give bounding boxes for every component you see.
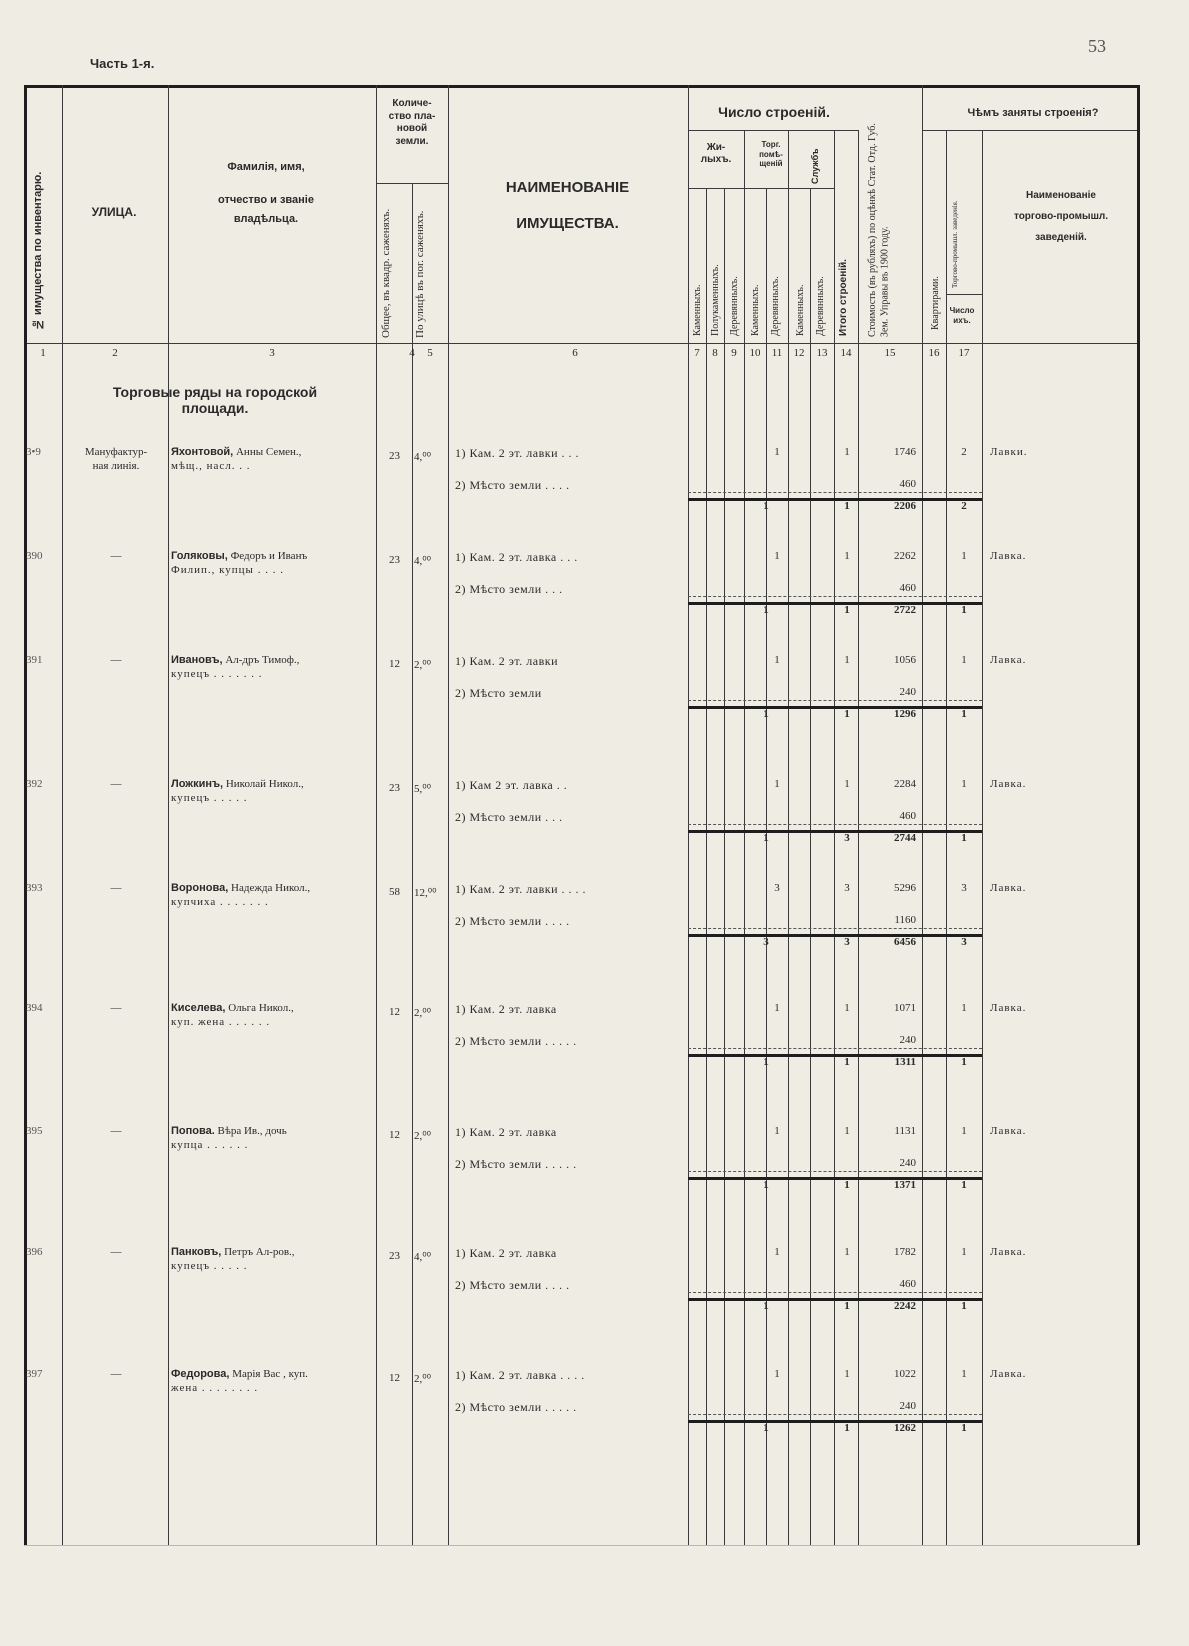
entry-item-building: 1) Кам. 2 эт. лавка xyxy=(455,1002,557,1016)
entry-dash-line xyxy=(688,1414,982,1416)
header-estab-line3: заведеній. xyxy=(1035,232,1087,243)
entry-total-buildings: 1 xyxy=(844,550,850,562)
entry-frontage: 12,⁰⁰ xyxy=(414,887,437,899)
entry-owner-rest: Петръ Ал-ров., xyxy=(221,1246,295,1258)
entry-cost-building: 5296 xyxy=(894,882,916,894)
entry-stone-trade: 1 xyxy=(774,1246,780,1258)
entry-total-stone-trade: 1 xyxy=(763,500,769,512)
entry-owner-surname: Панковъ, xyxy=(171,1246,222,1258)
header-count-line1: Число xyxy=(949,306,975,315)
header-owner-line2: отчество и званіе xyxy=(218,193,314,206)
column-rule-8 xyxy=(724,188,725,1545)
header-trade-estab: Торгово-промышл. заведенія. xyxy=(951,200,959,288)
header-rule-2 xyxy=(688,188,834,189)
entry-inventory-no: 391 xyxy=(26,654,43,666)
entry-item-building: 1) Кам. 2 эт. лавки xyxy=(455,654,558,668)
entry-owner-surname: Ивановъ, xyxy=(171,654,223,666)
column-number: 9 xyxy=(731,347,737,359)
entry-dash-line xyxy=(688,596,982,598)
entry-owner-surname: Голяковы, xyxy=(171,550,228,562)
header-apartments: Квартирами. xyxy=(930,276,941,330)
entry-owner-surname: Яхонтовой, xyxy=(171,446,234,458)
header-property-name xyxy=(455,178,680,235)
entry-total-line xyxy=(688,1054,982,1057)
header-trade-line1: Торг. xyxy=(761,140,781,149)
entry-frontage: 2,⁰⁰ xyxy=(414,1373,432,1385)
entry-street-line2: ная линія. xyxy=(92,460,140,472)
column-number: 11 xyxy=(771,347,783,359)
column-rule-7 xyxy=(706,188,707,1545)
entry-owner-line2: куп. жена . . . . . . xyxy=(171,1016,271,1028)
entry-total-cost: 2206 xyxy=(894,500,916,512)
header-count-of xyxy=(945,306,979,325)
entry-total-estab: 1 xyxy=(961,832,967,844)
entry-frontage: 2,⁰⁰ xyxy=(414,659,432,671)
entry-stone-trade: 1 xyxy=(774,1125,780,1137)
entry-item-land: 2) Мѣсто земли . . . . xyxy=(455,1278,570,1292)
header-residential-line2: лыхъ. xyxy=(700,154,732,165)
entry-owner-line2: купца . . . . . . xyxy=(171,1139,249,1151)
entry-total-line xyxy=(688,1177,982,1180)
entry-cost-building: 1746 xyxy=(894,446,916,458)
entry-total-cost: 1311 xyxy=(894,1056,916,1068)
column-rule-17 xyxy=(982,130,983,1545)
column-rule-12 xyxy=(810,188,811,1545)
column-rule-2 xyxy=(168,85,169,1545)
entry-owner xyxy=(171,1246,376,1258)
entry-frontage: 4,⁰⁰ xyxy=(414,1251,432,1263)
entry-total-count: 1 xyxy=(844,604,850,616)
entry-total-estab: 2 xyxy=(961,500,967,512)
entry-area: 23 xyxy=(389,782,400,794)
entry-estab-name: Лавка. xyxy=(990,1125,1027,1137)
header-total-buildings: Итого строеній. xyxy=(838,259,849,336)
header-area: Общее, въ квадр. саженяхъ. xyxy=(380,208,392,338)
header-c13: Деревянныхъ. xyxy=(815,276,826,336)
entry-estab-count: 2 xyxy=(961,446,967,458)
entry-cost-building: 1131 xyxy=(894,1125,916,1137)
entry-total-stone-trade: 1 xyxy=(763,832,769,844)
entry-item-land: 2) Мѣсто земли . . . xyxy=(455,810,563,824)
entry-total-estab: 1 xyxy=(961,604,967,616)
entry-stone-trade: 1 xyxy=(774,654,780,666)
header-service: Службъ xyxy=(810,148,820,184)
column-number: 5 xyxy=(427,347,433,359)
entry-area: 23 xyxy=(389,554,400,566)
entry-total-line xyxy=(688,830,982,833)
header-street: УЛИЦА. xyxy=(91,205,137,219)
entry-total-buildings: 1 xyxy=(844,1368,850,1380)
entry-street: — xyxy=(110,1246,122,1258)
header-cost: Стоимость (въ рубляхъ) по оцѣнкѣ Стат. Отд. Губ. Зем. Управы въ 1900 году. xyxy=(867,123,891,337)
entry-cost-land: 1160 xyxy=(894,914,916,926)
entry-total-cost: 2744 xyxy=(894,832,916,844)
column-number: 16 xyxy=(928,347,940,359)
entry-street: — xyxy=(110,778,122,790)
entry-cost-building: 1022 xyxy=(894,1368,916,1380)
entry-item-building: 1) Кам 2 эт. лавка . . xyxy=(455,778,568,792)
entry-total-line xyxy=(688,602,982,605)
column-number: 12 xyxy=(793,347,805,359)
entry-cost-land: 460 xyxy=(899,1278,916,1290)
entry-estab-count: 1 xyxy=(961,550,967,562)
header-estab-line2: торгово-промышл. xyxy=(1013,211,1109,222)
entry-inventory-no: 393 xyxy=(26,882,43,894)
entry-inventory-no: 392 xyxy=(26,778,43,790)
entry-owner xyxy=(171,1002,376,1014)
entry-cost-building: 2284 xyxy=(894,778,916,790)
entry-stone-trade: 1 xyxy=(774,550,780,562)
header-land-group xyxy=(376,98,448,148)
entry-total-count: 1 xyxy=(844,500,850,512)
column-rule-6 xyxy=(688,85,689,1545)
header-trade xyxy=(748,140,794,169)
column-rule-14 xyxy=(858,130,859,1545)
entry-item-land: 2) Мѣсто земли . . . xyxy=(455,582,563,596)
entry-owner xyxy=(171,1125,376,1137)
entry-estab-count: 1 xyxy=(961,1002,967,1014)
entry-estab-name: Лавка. xyxy=(990,550,1027,562)
header-owner xyxy=(168,160,364,227)
header-land-line4: земли. xyxy=(395,135,429,147)
entry-total-count: 1 xyxy=(844,1056,850,1068)
entry-estab-name: Лавка. xyxy=(990,882,1027,894)
column-number: 8 xyxy=(712,347,718,359)
entry-owner-line2: Филип., купцы . . . . xyxy=(171,564,284,576)
entry-total-line xyxy=(688,934,982,937)
entry-owner-line2: купецъ . . . . . xyxy=(171,1260,248,1272)
entry-dash-line xyxy=(688,824,982,826)
column-number: 2 xyxy=(112,347,118,359)
column-number: 1 xyxy=(40,347,46,359)
entry-total-cost: 1296 xyxy=(894,708,916,720)
entry-total-estab: 1 xyxy=(961,1056,967,1068)
entry-area: 58 xyxy=(389,886,400,898)
entry-frontage: 2,⁰⁰ xyxy=(414,1130,432,1142)
entry-total-buildings: 1 xyxy=(844,1125,850,1137)
entry-estab-count: 1 xyxy=(961,1125,967,1137)
column-rule-5 xyxy=(448,85,449,1545)
entry-owner xyxy=(171,446,376,458)
column-number: 3 xyxy=(269,347,275,359)
entry-street: — xyxy=(110,1368,122,1380)
entry-total-stone-trade: 1 xyxy=(763,604,769,616)
entry-owner-line2: купчиха . . . . . . . xyxy=(171,896,269,908)
column-number: 13 xyxy=(816,347,828,359)
table-top-border xyxy=(24,85,1139,88)
section-title xyxy=(70,384,360,416)
header-rule-1 xyxy=(688,130,858,131)
header-rule-0 xyxy=(376,183,448,184)
entry-total-line xyxy=(688,1298,982,1301)
entry-cost-land: 460 xyxy=(899,810,916,822)
entry-total-buildings: 1 xyxy=(844,1002,850,1014)
column-rule-15 xyxy=(922,85,923,1545)
entry-total-estab: 3 xyxy=(961,936,967,948)
entry-total-stone-trade: 1 xyxy=(763,1422,769,1434)
entry-frontage: 4,⁰⁰ xyxy=(414,555,432,567)
column-rule-1 xyxy=(62,85,63,1545)
entry-total-cost: 6456 xyxy=(894,936,916,948)
entry-area: 12 xyxy=(389,1129,400,1141)
entry-owner-rest: Надежда Никол., xyxy=(228,882,311,894)
header-bottom-line xyxy=(24,343,1139,344)
entry-dash-line xyxy=(688,700,982,702)
entry-street: Мануфактур- xyxy=(84,446,148,458)
header-c7: Каменныхъ. xyxy=(692,284,703,336)
entry-owner-surname: Федорова, xyxy=(171,1368,230,1380)
entry-estab-name: Лавка. xyxy=(990,1368,1027,1380)
entry-owner xyxy=(171,654,376,666)
entry-total-line xyxy=(688,706,982,709)
entry-estab-count: 1 xyxy=(961,1368,967,1380)
header-trade-line2: помѣ- xyxy=(759,149,783,159)
entry-cost-building: 2262 xyxy=(894,550,916,562)
header-property-line2: ИМУЩЕСТВА. xyxy=(516,215,619,233)
entry-owner-line2: жена . . . . . . . . xyxy=(171,1382,259,1394)
column-number: 17 xyxy=(958,347,970,359)
header-c10: Каменныхъ. xyxy=(750,284,761,336)
entry-owner xyxy=(171,550,376,562)
entry-owner-line2: купецъ . . . . . xyxy=(171,792,248,804)
header-land-line3: новой xyxy=(396,123,428,134)
column-rule-13 xyxy=(834,130,835,1545)
header-estab-name xyxy=(985,188,1137,245)
entry-item-building: 1) Кам. 2 эт. лавки . . . xyxy=(455,446,579,460)
entry-owner xyxy=(171,778,376,790)
entry-street: — xyxy=(110,1002,122,1014)
entry-area: 12 xyxy=(389,658,400,670)
entry-owner-line2: купецъ . . . . . . . xyxy=(171,668,263,680)
header-rule-4 xyxy=(946,294,982,295)
entry-inventory-no: 395 xyxy=(26,1125,43,1137)
entry-stone-trade: 3 xyxy=(774,882,780,894)
entry-stone-trade: 1 xyxy=(774,778,780,790)
entry-total-estab: 1 xyxy=(961,1300,967,1312)
entry-cost-land: 240 xyxy=(899,1034,916,1046)
part-label: Часть 1-я. xyxy=(90,56,155,71)
entry-frontage: 2,⁰⁰ xyxy=(414,1007,432,1019)
entry-estab-name: Лавка. xyxy=(990,778,1027,790)
entry-cost-land: 240 xyxy=(899,1157,916,1169)
entry-dash-line xyxy=(688,1048,982,1050)
column-number: 4 xyxy=(409,347,415,359)
header-land-line2: ство пла- xyxy=(388,110,436,122)
entry-stone-trade: 1 xyxy=(774,1368,780,1380)
header-rule-3 xyxy=(922,130,1137,131)
header-c11: Деревянныхъ. xyxy=(770,276,781,336)
entry-total-line xyxy=(688,498,982,501)
entry-estab-count: 1 xyxy=(961,654,967,666)
header-buildings-group: Число строеній. xyxy=(718,104,830,120)
entry-owner-rest: Марія Вас , куп. xyxy=(229,1368,308,1380)
header-land-line1: Количе- xyxy=(392,98,432,109)
entry-estab-count: 3 xyxy=(961,882,967,894)
entry-total-cost: 2242 xyxy=(894,1300,916,1312)
entry-item-land: 2) Мѣсто земли . . . . xyxy=(455,478,570,492)
entry-total-cost: 2722 xyxy=(894,604,916,616)
entry-total-buildings: 3 xyxy=(844,882,850,894)
entry-total-stone-trade: 1 xyxy=(763,1300,769,1312)
entry-street: — xyxy=(110,882,122,894)
entry-total-count: 3 xyxy=(844,832,850,844)
column-number: 14 xyxy=(840,347,852,359)
header-residential xyxy=(688,142,744,166)
entry-cost-building: 1056 xyxy=(894,654,916,666)
entry-cost-land: 240 xyxy=(899,686,916,698)
entry-item-land: 2) Мѣсто земли . . . . . xyxy=(455,1400,577,1414)
column-rule-11 xyxy=(788,130,789,1545)
entry-item-building: 1) Кам. 2 эт. лавка . . . xyxy=(455,550,578,564)
entry-total-stone-trade: 3 xyxy=(763,936,769,948)
entry-owner-rest: Николай Никол., xyxy=(223,778,304,790)
entry-estab-name: Лавка. xyxy=(990,1246,1027,1258)
entry-total-buildings: 1 xyxy=(844,1246,850,1258)
header-owner-line3: владѣльца. xyxy=(233,212,299,225)
entry-owner-rest: Вѣра Ив., дочь xyxy=(214,1125,287,1137)
entry-area: 12 xyxy=(389,1372,400,1384)
entry-area: 23 xyxy=(389,450,400,462)
column-rule-18 xyxy=(1137,85,1140,1545)
column-number: 10 xyxy=(749,347,761,359)
entry-total-line xyxy=(688,1420,982,1423)
entry-dash-line xyxy=(688,928,982,930)
entry-estab-name: Лавка. xyxy=(990,1002,1027,1014)
entry-street: — xyxy=(110,654,122,666)
page-number: 53 xyxy=(1088,36,1106,56)
header-inventory-no: № имущества по инвентарю. xyxy=(32,171,44,330)
header-estab-line1: Наименованіе xyxy=(1026,190,1096,201)
entry-item-building: 1) Кам. 2 эт. лавки . . . . xyxy=(455,882,586,896)
column-rule-4 xyxy=(412,183,413,1545)
entry-dash-line xyxy=(688,1171,982,1173)
entry-total-stone-trade: 1 xyxy=(763,1056,769,1068)
column-number: 15 xyxy=(884,347,896,359)
column-number: 7 xyxy=(694,347,700,359)
entry-inventory-no: 3•9 xyxy=(26,446,41,458)
entry-cost-land: 460 xyxy=(899,478,916,490)
header-c9: Деревянныхъ. xyxy=(729,276,740,336)
entry-inventory-no: 390 xyxy=(26,550,43,562)
entry-total-count: 3 xyxy=(844,936,850,948)
column-number: 6 xyxy=(572,347,578,359)
header-residential-line1: Жи- xyxy=(706,142,726,153)
header-property-line1: НАИМЕНОВАНІЕ xyxy=(505,179,630,196)
entry-owner-rest: Ольга Никол., xyxy=(225,1002,294,1014)
entry-inventory-no: 394 xyxy=(26,1002,43,1014)
header-c8: Полукаменныхъ. xyxy=(710,264,721,336)
entry-owner-surname: Ложкинъ, xyxy=(171,778,224,790)
entry-street: — xyxy=(110,1125,122,1137)
entry-total-buildings: 1 xyxy=(844,446,850,458)
header-owner-line1: Фамилія, имя, xyxy=(227,161,305,173)
entry-total-buildings: 1 xyxy=(844,778,850,790)
entry-estab-count: 1 xyxy=(961,1246,967,1258)
entry-dash-line xyxy=(688,1292,982,1294)
entry-total-estab: 1 xyxy=(961,708,967,720)
entry-item-land: 2) Мѣсто земли . . . . . xyxy=(455,1157,577,1171)
entry-owner-surname: Попова. xyxy=(171,1125,215,1137)
entry-total-cost: 1262 xyxy=(894,1422,916,1434)
entry-total-count: 1 xyxy=(844,1179,850,1191)
header-occupied-group: Чѣмъ заняты строенія? xyxy=(967,107,1099,119)
entry-cost-land: 460 xyxy=(899,582,916,594)
entry-total-cost: 1371 xyxy=(894,1179,916,1191)
entry-owner-surname: Воронова, xyxy=(171,882,229,894)
entry-frontage: 4,⁰⁰ xyxy=(414,451,432,463)
entry-owner xyxy=(171,882,376,894)
entry-item-building: 1) Кам. 2 эт. лавка xyxy=(455,1246,557,1260)
header-trade-line3: щеній xyxy=(759,159,783,169)
entry-cost-land: 240 xyxy=(899,1400,916,1412)
entry-estab-count: 1 xyxy=(961,778,967,790)
entry-stone-trade: 1 xyxy=(774,446,780,458)
entry-item-building: 1) Кам. 2 эт. лавка . . . . xyxy=(455,1368,585,1382)
entry-estab-name: Лавка. xyxy=(990,654,1027,666)
column-rule-3 xyxy=(376,85,377,1545)
entry-area: 12 xyxy=(389,1006,400,1018)
entry-owner-line2: мѣщ., насл. . . xyxy=(171,460,251,472)
entry-estab-name: Лавки. xyxy=(990,446,1028,458)
entry-cost-building: 1071 xyxy=(894,1002,916,1014)
entry-owner-rest: Анны Семен., xyxy=(233,446,302,458)
column-rule-10 xyxy=(766,188,767,1545)
entry-owner xyxy=(171,1368,376,1380)
entry-inventory-no: 396 xyxy=(26,1246,43,1258)
entry-area: 23 xyxy=(389,1250,400,1262)
entry-owner-rest: Ал-дръ Тимоф., xyxy=(222,654,300,666)
section-title-line2: площади. xyxy=(181,400,249,417)
entry-total-count: 1 xyxy=(844,1422,850,1434)
entry-total-buildings: 1 xyxy=(844,654,850,666)
entry-total-stone-trade: 1 xyxy=(763,1179,769,1191)
entry-inventory-no: 397 xyxy=(26,1368,43,1380)
entry-dash-line xyxy=(688,492,982,494)
entry-item-land: 2) Мѣсто земли xyxy=(455,686,542,700)
entry-frontage: 5,⁰⁰ xyxy=(414,783,432,795)
entry-total-count: 1 xyxy=(844,1300,850,1312)
entry-total-stone-trade: 1 xyxy=(763,708,769,720)
entry-owner-surname: Киселева, xyxy=(171,1002,226,1014)
section-title-line1: Торговые ряды на городской xyxy=(112,384,318,400)
header-frontage: По улицѣ въ пог. саженяхъ. xyxy=(414,210,426,338)
column-rule-0 xyxy=(24,85,27,1545)
entry-cost-building: 1782 xyxy=(894,1246,916,1258)
header-count-line2: ихъ. xyxy=(953,315,971,325)
entry-total-count: 1 xyxy=(844,708,850,720)
entry-item-land: 2) Мѣсто земли . . . . xyxy=(455,914,570,928)
header-c12: Каменныхъ. xyxy=(795,284,806,336)
entry-stone-trade: 1 xyxy=(774,1002,780,1014)
entry-owner-rest: Федоръ и Иванъ xyxy=(227,550,308,562)
entry-total-estab: 1 xyxy=(961,1179,967,1191)
entry-item-land: 2) Мѣсто земли . . . . . xyxy=(455,1034,577,1048)
table-bottom xyxy=(24,1545,1139,1546)
entry-item-building: 1) Кам. 2 эт. лавка xyxy=(455,1125,557,1139)
entry-street: — xyxy=(110,550,122,562)
entry-total-estab: 1 xyxy=(961,1422,967,1434)
